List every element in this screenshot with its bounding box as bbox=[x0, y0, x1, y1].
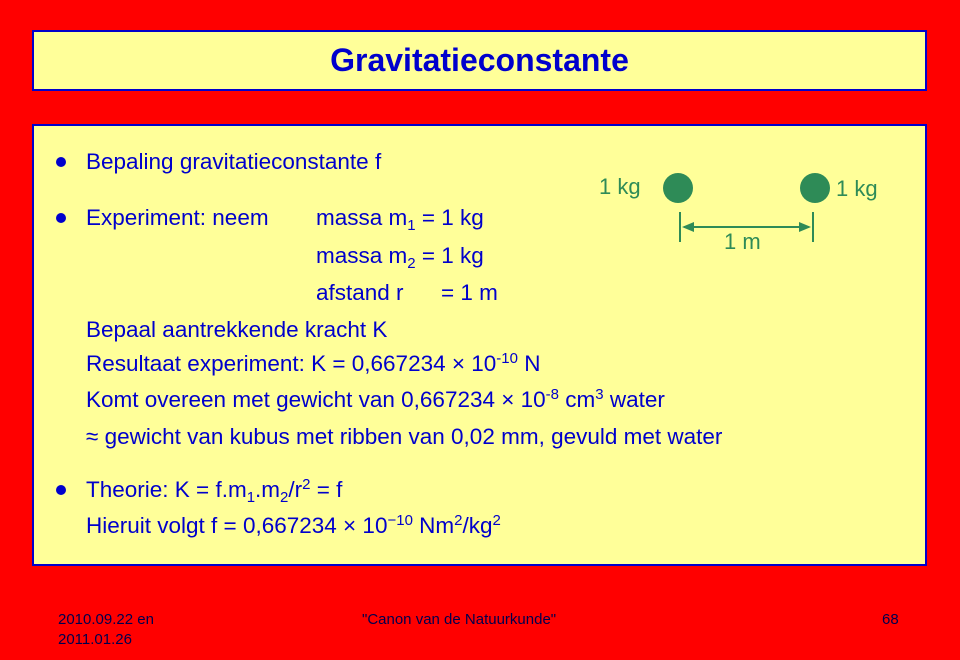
distance-label: 1 m bbox=[724, 229, 761, 254]
m1-sub: 1 bbox=[407, 217, 416, 234]
res-prefix: Resultaat experiment: K = 0,667234 × 10 bbox=[86, 351, 497, 376]
footer-page-number: 68 bbox=[882, 611, 899, 628]
approx-line: ≈ gewicht van kubus met ribben van 0,02 mm, gevuld met water bbox=[86, 424, 723, 449]
right-mass-circle bbox=[800, 173, 830, 203]
komt-exp: -8 bbox=[545, 386, 560, 403]
footer-date-line1: 2010.09.22 en bbox=[58, 611, 154, 628]
hier-mid: Nm bbox=[412, 513, 455, 538]
hier-sup2: 2 bbox=[492, 512, 501, 529]
theorie-sup: 2 bbox=[302, 476, 311, 493]
bullet-1-text: Bepaling gravitatieconstante f bbox=[86, 149, 382, 174]
bepaal-line: Bepaal aantrekkende kracht K bbox=[86, 317, 388, 342]
komt-mid: cm bbox=[559, 387, 596, 412]
res-suffix: N bbox=[517, 351, 541, 376]
komt-exp2: 3 bbox=[595, 386, 604, 403]
hier-mid2: /kg bbox=[462, 513, 493, 538]
r-value: = 1 m bbox=[441, 280, 498, 305]
footer-date bbox=[58, 610, 154, 650]
theorie-sub2: 2 bbox=[280, 489, 289, 506]
m1-value: = 1 kg bbox=[421, 205, 484, 230]
hier-exp: −10 bbox=[387, 512, 413, 529]
theorie-a: Theorie: K = f.m bbox=[86, 477, 247, 502]
hier-prefix: Hieruit volgt f = 0,667234 × 10 bbox=[86, 513, 388, 538]
arrow-right-head bbox=[799, 222, 811, 232]
theorie-b: .m bbox=[255, 477, 281, 502]
m1-label: massa m bbox=[316, 205, 408, 230]
r-label: afstand r bbox=[316, 280, 404, 305]
right-mass-label: 1 kg bbox=[836, 176, 878, 201]
m2-label: massa m bbox=[316, 243, 408, 268]
theorie-c: /r bbox=[288, 477, 303, 502]
komt-suffix: water bbox=[603, 387, 665, 412]
m2-value: = 1 kg bbox=[421, 243, 484, 268]
arrow-left-head bbox=[682, 222, 694, 232]
footer-date-line2: 2011.01.26 bbox=[58, 631, 132, 648]
m2-sub: 2 bbox=[407, 255, 416, 272]
experiment-prefix: Experiment: neem bbox=[86, 205, 269, 230]
res-exp: -10 bbox=[496, 350, 518, 367]
theorie-d: = f bbox=[310, 477, 343, 502]
hier-sup1: 2 bbox=[454, 512, 463, 529]
komt-prefix: Komt overeen met gewicht van 0,667234 × 10 bbox=[86, 387, 546, 412]
slide-title: Gravitatieconstante bbox=[330, 42, 629, 78]
left-mass-circle bbox=[663, 173, 693, 203]
left-mass-label: 1 kg bbox=[599, 174, 641, 199]
theorie-sub1: 1 bbox=[246, 489, 256, 506]
footer-center: "Canon van de Natuurkunde" bbox=[362, 611, 557, 628]
